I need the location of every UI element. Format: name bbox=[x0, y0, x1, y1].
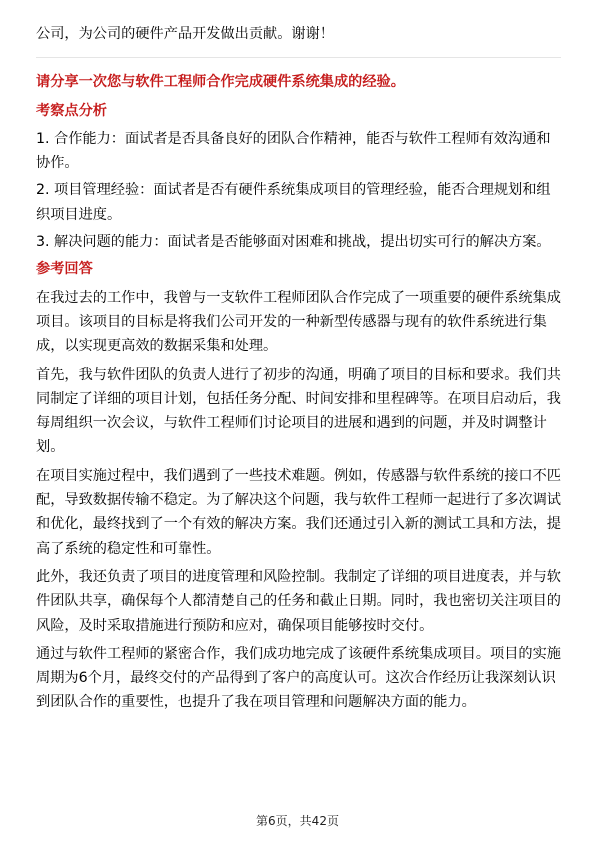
analysis-heading: 考察点分析 bbox=[36, 102, 107, 119]
answer-heading: 参考回答 bbox=[36, 261, 93, 278]
answer-paragraph: 在项目实施过程中，我们遇到了一些技术难题。例如，传感器与软件系统的接口不匹配，导致数据传输不稳定。为了解决这个问题，我与软件工程师一起进行了多次调试和优化，最终找到了一个有效的解决方案。我们还通过引入新的测试工具和方法，提高了系统的稳定性和可靠性。 bbox=[36, 467, 561, 557]
document-page bbox=[36, 22, 561, 719]
section-divider bbox=[36, 57, 561, 58]
previous-answer-tail: 公司，为公司的硬件产品开发做出贡献。谢谢！ bbox=[36, 26, 334, 42]
interview-question: 请分享一次您与软件工程师合作完成硬件系统集成的经验。 bbox=[36, 74, 405, 91]
analysis-item: 3. 解决问题的能力：面试者是否能够面对困难和挑战，提出切实可行的解决方案。 bbox=[36, 234, 551, 251]
page-number-footer: 第6页，共42页 bbox=[256, 814, 339, 828]
analysis-item: 2. 项目管理经验：面试者是否有硬件系统集成项目的管理经验，能否合理规划和组织项目进度。 bbox=[36, 182, 551, 223]
answer-paragraph: 首先，我与软件团队的负责人进行了初步的沟通，明确了项目的目标和要求。我们共同制定了详细的项目计划，包括任务分配、时间安排和里程碑等。在项目启动后，我每周组织一次会议，与软件工程师们讨论项目的进展和遇到的问题，并及时调整计划。 bbox=[36, 366, 561, 456]
answer-paragraph: 通过与软件工程师的紧密合作，我们成功地完成了该硬件系统集成项目。项目的实施周期为6个月，最终交付的产品得到了客户的高度认可。这次合作经历让我深刻认识到团队合作的重要性，也提升了我在项目管理和问题解决方面的能力。 bbox=[36, 645, 561, 711]
answer-paragraph: 在我过去的工作中，我曾与一支软件工程师团队合作完成了一项重要的硬件系统集成项目。该项目的目标是将我们公司开发的一种新型传感器与现有的软件系统进行集成，以实现更高效的数据采集和处理。 bbox=[36, 289, 561, 355]
answer-paragraph: 此外，我还负责了项目的进度管理和风险控制。我制定了详细的项目进度表，并与软件团队共享，确保每个人都清楚自己的任务和截止日期。同时，我也密切关注项目的风险，及时采取措施进行预防和应对，确保项目能够按时交付。 bbox=[36, 568, 561, 634]
analysis-item: 1. 合作能力：面试者是否具备良好的团队合作精神，能否与软件工程师有效沟通和协作。 bbox=[36, 130, 551, 172]
